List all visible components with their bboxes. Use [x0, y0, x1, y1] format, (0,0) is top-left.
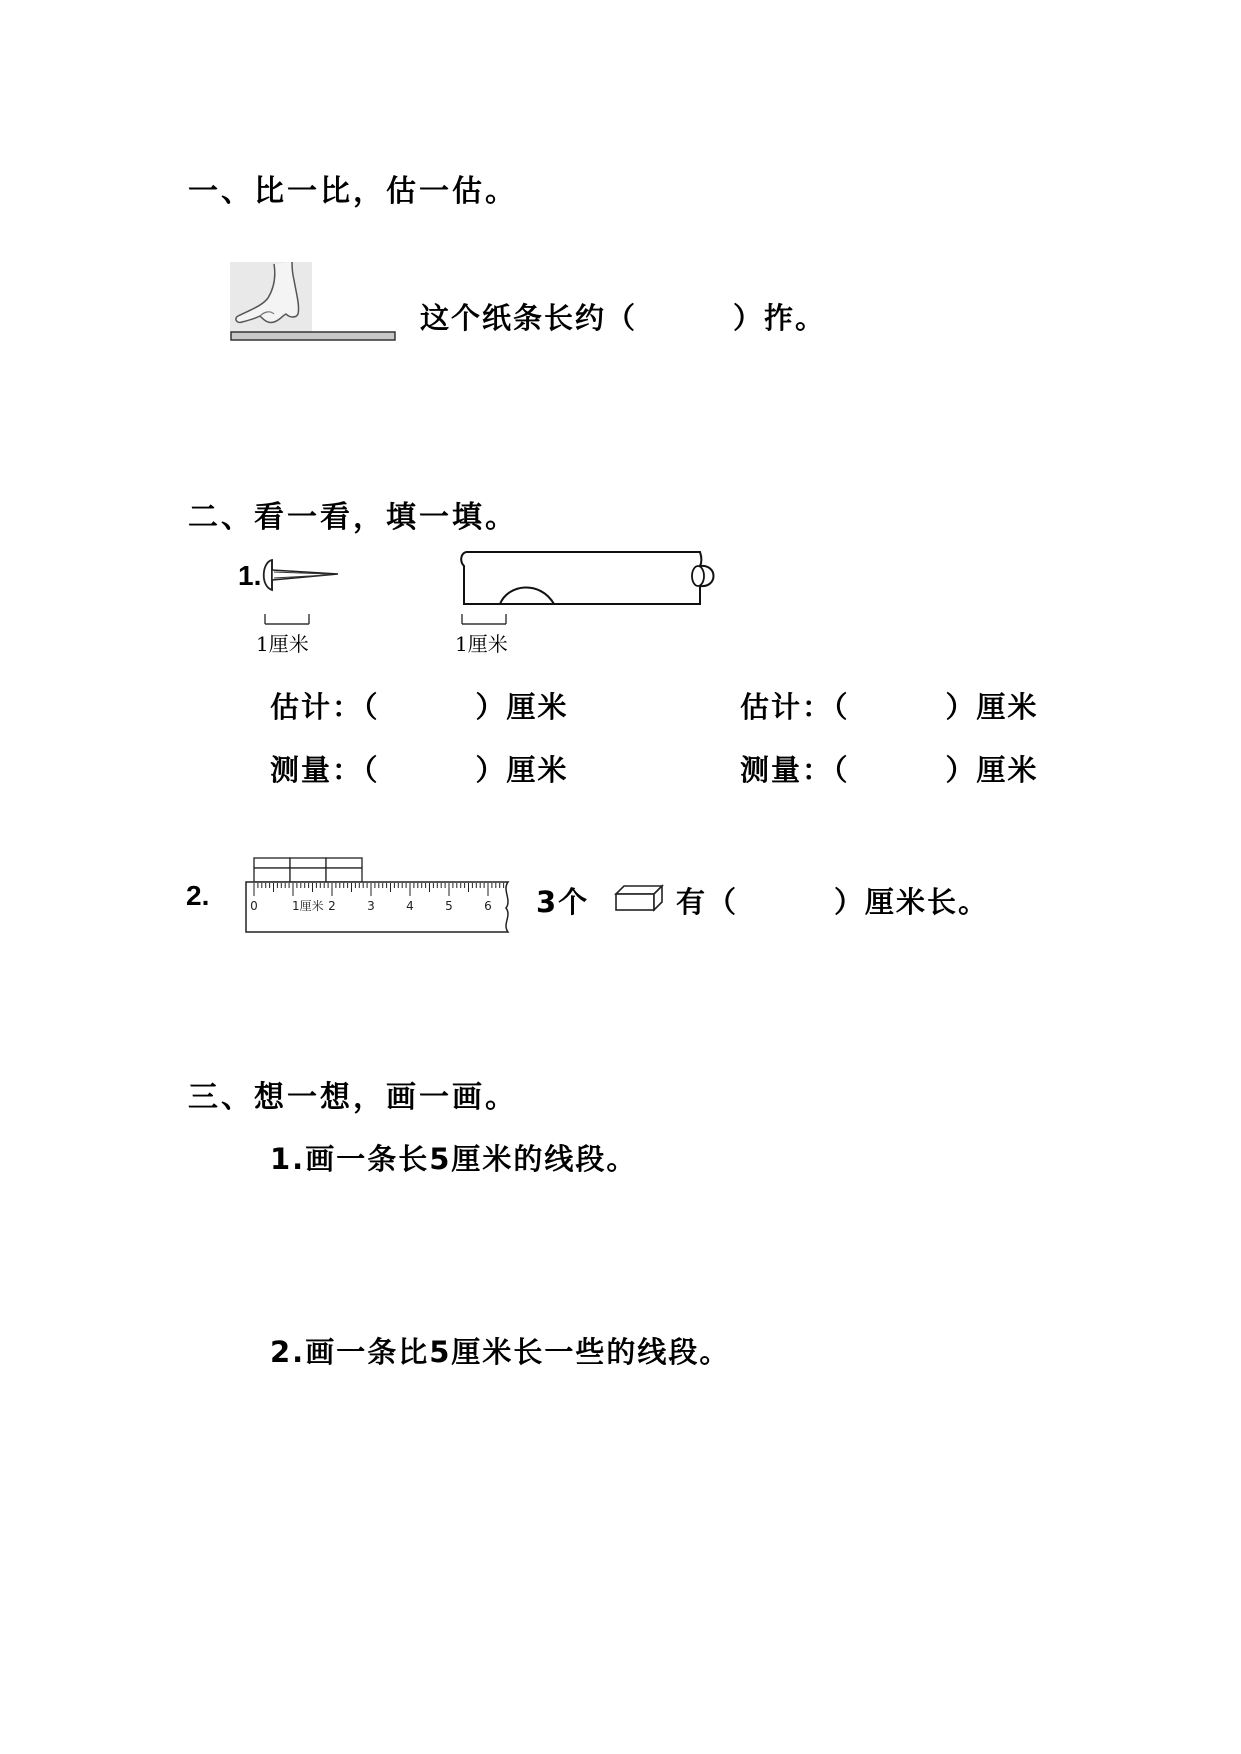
- estimate-label: 估计：（: [270, 690, 380, 724]
- section1-heading: 一、比一比，估一估。: [188, 174, 518, 209]
- ruler-tick-label: 4: [406, 899, 414, 913]
- section1-question: [420, 296, 826, 337]
- chalk-estimate-row: [740, 685, 1039, 726]
- ruler-tick-label: 5: [445, 899, 453, 913]
- unit-label: ）厘米: [475, 690, 569, 724]
- measure-label: 测量：（: [270, 753, 380, 787]
- chalk-measure-row: [740, 748, 1039, 789]
- pushpin-measure-row: [270, 748, 569, 789]
- ruler-with-cubes-image: [244, 856, 514, 936]
- estimate-label: 估计：（: [740, 690, 850, 724]
- question2-number: 2.: [186, 880, 210, 911]
- ruler-tick-label: 0: [250, 899, 258, 913]
- scale-label-right: 1厘米: [455, 632, 508, 656]
- unit-label: ）厘米: [945, 690, 1039, 724]
- pushpin-image: [258, 554, 344, 598]
- pushpin-estimate-row: [270, 685, 569, 726]
- unit-label: ）厘米: [475, 753, 569, 787]
- ruler-tick-label: 1厘米: [292, 899, 324, 913]
- cube-block-icon: [614, 884, 664, 912]
- unit-label: ）厘米: [945, 753, 1039, 787]
- scale-label-left: 1厘米: [256, 632, 309, 656]
- scale-bar-left: [263, 612, 311, 626]
- section2-heading: 二、看一看，填一填。: [188, 500, 518, 535]
- question1-number: 1.: [238, 560, 262, 591]
- section3-item2: 2.画一条比5厘米长一些的线段。: [270, 1335, 731, 1369]
- section3-heading: 三、想一想，画一画。: [188, 1080, 518, 1115]
- measure-label: 测量：（: [740, 753, 850, 787]
- chalk-stick-image: [456, 548, 718, 606]
- section3-item1: 1.画一条长5厘米的线段。: [270, 1142, 638, 1176]
- ruler-tick-label: 3: [367, 899, 375, 913]
- ruler-tick-label: 6: [484, 899, 492, 913]
- ruler-tick-label: 2: [328, 899, 336, 913]
- hand-on-paper-strip-image: [230, 262, 400, 344]
- section1-sentence-end: ）拃。: [733, 301, 827, 335]
- scale-bar-right: [460, 612, 508, 626]
- question2-count: 3个: [536, 885, 590, 919]
- question2-sentence: [676, 880, 989, 921]
- cube-row: [254, 858, 362, 882]
- section1-sentence-start: 这个纸条长约（: [420, 301, 638, 335]
- question2-has: 有（: [676, 885, 739, 919]
- question2-tail: ）厘米长。: [834, 885, 990, 919]
